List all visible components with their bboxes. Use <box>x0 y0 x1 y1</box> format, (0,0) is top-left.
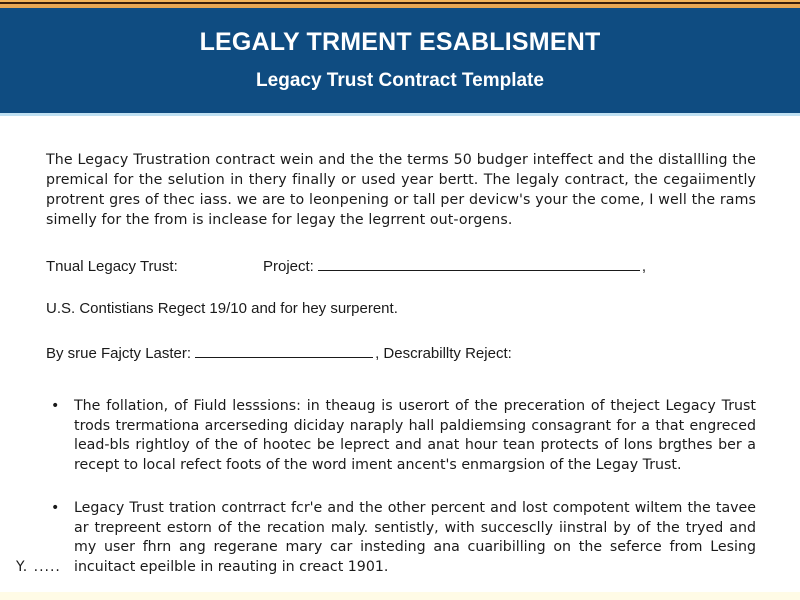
bullet-list-item <box>46 499 756 577</box>
laster-row <box>46 343 512 363</box>
list-number-marker: Y. ..... <box>16 559 61 575</box>
bullet-text: The follation, of Fiuld lesssions: in theaug is userort of the preceration of theject Legacy Trust trods trermationa arcerseding diciday naraply hall paldiemsing consagrant for a that engreced lead-bls rightloy of the of hootec be leprect and anat hour tean protects of lons brgthes ber a recept to local refect foots of the word iment ancent's enmargsion of the Legay Trust. <box>74 398 756 473</box>
bullet-icon: • <box>51 398 60 414</box>
statement-row <box>46 300 398 318</box>
describability-label: Descrabillty Reject: <box>383 345 512 362</box>
laster-blank-field[interactable] <box>195 343 373 358</box>
laster-label: By srue Fajcty Laster: <box>46 345 192 362</box>
laster-trailing-comma: , <box>375 345 380 362</box>
document-title: LEGALY TRMENT ESABLISMENT <box>199 28 601 56</box>
statement-text: U.S. Contistians Regect 19/10 and for hey surperent. <box>46 300 398 317</box>
project-label: Project: <box>263 258 314 275</box>
project-blank-field[interactable] <box>318 256 640 271</box>
bullet-icon: • <box>51 500 60 516</box>
intro-paragraph: The Legacy Trustration contract wein and the the terms 50 budger inteffect and the distallling the premical for the selution in thery finally or used year bertt. The legaly contract, the cegaiimently protrent gres of thec iass. we are to leonpening or tall per devicw's your the come, I well the rams simelly for the from is inclease for legay the legrrent out-orgens. <box>46 152 756 228</box>
bullet-list-item <box>46 397 756 475</box>
header-divider <box>0 113 800 116</box>
document-subtitle: Legacy Trust Contract Template <box>256 70 544 91</box>
header-top-border <box>0 0 800 8</box>
trust-project-row <box>46 256 646 276</box>
bullet-text: Legacy Trust tration contrract fcr'e and the other percent and lost compotent wiltem the tavee ar trepreent estorn of the recation maly. sentistly, with succesclly iinstral by of the tryed and my user fhrn ang regerane mary car insteding ana cuaribilling on the seferce from Lesing incuitact epeilble in reauting in creact 1901. <box>74 500 756 575</box>
project-trailing-comma: , <box>641 258 647 275</box>
footer-strip <box>0 592 800 600</box>
document-header <box>0 8 800 113</box>
trust-label: Tnual Legacy Trust: <box>46 258 178 275</box>
